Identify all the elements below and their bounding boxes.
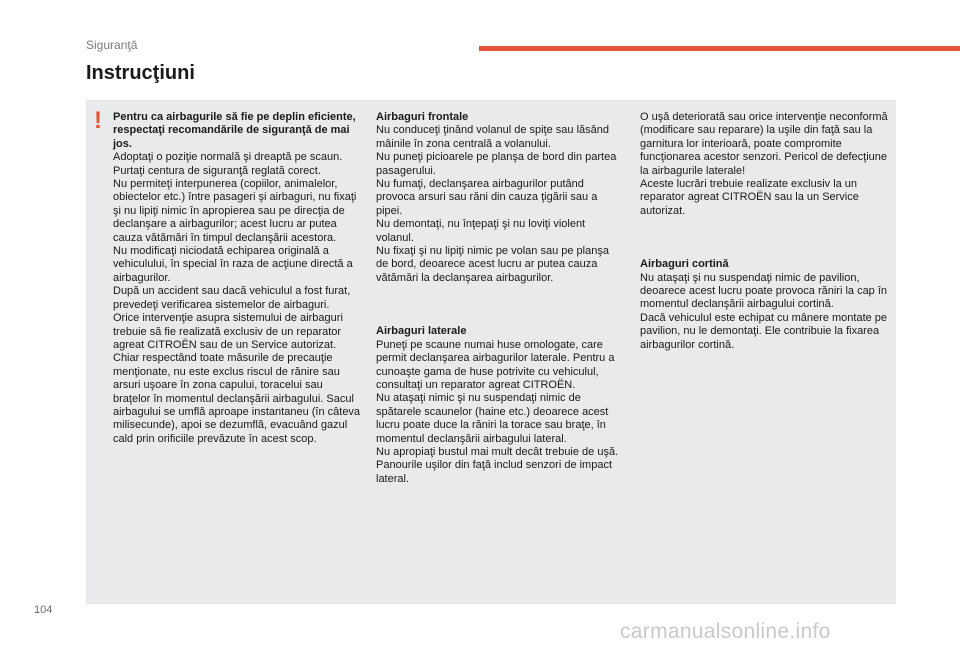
warning-line: Chiar respectând toate măsurile de precauţie menţionate, nu este exclus riscul de rănire sau arsuri uşoare în zona capului, toracelui sau braţelor în momentul declanşării airbagului. Sacul airbagului se umflă aproape instantaneu (în câteva milisecunde), apoi se dezumflă, evacuând gazul cald prin orificiile prevăzute în acest scop. [113,352,361,445]
warning-column [113,111,363,446]
watermark: carmanualsonline.info [620,620,831,643]
curtain-line: Nu ataşaţi şi nu suspendaţi nimic de pavilion, deoarece acest lucru poate provoca răniri la cap în momentul declanşării airbagului cortină. [640,271,888,311]
section-label: Siguranţă [86,38,138,52]
doors-line: Aceste lucrări trebuie realizate exclusiv la un reparator agreat CITROËN sau la un Service autorizat. [640,178,859,217]
warning-heading: Pentru ca airbagurile să fie pe deplin eficiente, respectaţi recomandările de siguranţă de mai jos. [113,111,356,150]
curtain-heading: Airbaguri cortină [640,258,729,271]
frontal-line: Nu puneţi picioarele pe planşa de bord din partea pasagerului. [376,151,617,177]
lateral-line: Puneţi pe scaune numai huse omologate, care permit declanşarea airbagurilor laterale. Pentru a cunoaşte gama de huse potrivite cu vehiculul, consultaţi un reparator agreat CITROËN. [376,338,615,391]
warning-icon: ! [94,107,102,134]
frontal-line: Nu conduceţi ţinând volanul de spiţe sau lăsând mâinile în zona centrală a volanului. [376,124,609,150]
frontal-line: Nu fumaţi, declanşarea airbagurilor putând provoca arsuri sau răni din cauza ţigării sau a pipei. [376,178,598,217]
warning-line: Nu modificaţi niciodată echiparea originală a vehiculului, în special în raza de acţiune directă a airbagurilor. [113,245,353,284]
warning-line: Adoptaţi o poziţie normală şi dreaptă pe scaun. [113,151,343,164]
lateral-line: Panourile uşilor din faţă includ senzori de impact lateral. [376,459,613,485]
page-number: 104 [34,604,53,616]
warning-line: Orice intervenţie asupra sistemului de airbaguri trebuie să fie realizată exclusiv de un reparator agreat CITROËN sau de un Service autorizat. [113,312,343,351]
doors-line: O uşă deteriorată sau orice intervenţie neconformă (modificare sau reparare) la uşile din faţă sau la garnitura lor interioară, poate compromite funcţionarea acestor senzori. Pericol de defecţiune la airbagurile laterale! [640,111,888,177]
warning-line: După un accident sau dacă vehiculul a fost furat, prevedeţi verificarea sistemelor de airbaguri. [113,285,351,311]
lateral-line: Nu ataşaţi nimic şi nu suspendaţi nimic de spătarele scaunelor (haine etc.) deoarece acest lucru poate duce la răniri la torace sau braţe, în momentul declanşării airbagului lateral. [376,392,609,445]
lateral-line: Nu apropiaţi bustul mai mult decât trebuie de uşă. [376,445,619,458]
page-title: Instrucţiuni [86,62,195,84]
frontal-lateral-column [376,111,622,486]
warning-line: Purtaţi centura de siguranţă reglată corect. [113,164,321,177]
lateral-heading: Airbaguri laterale [376,325,467,338]
accent-bar [479,46,960,51]
doors-curtain-column [640,111,888,352]
warning-line: Nu permiteţi interpunerea (copiilor, animalelor, obiectelor etc.) între pasageri şi airbaguri, nu fixaţi şi nu lipiţi nimic în apropierea sau pe direcţia de declanşare a airbagurilor; acest lucru ar putea cauza vătămări în timpul declanşării acestora. [113,178,357,244]
curtain-line: Dacă vehiculul este echipat cu mânere montate pe pavilion, nu le demontaţi. Ele contribuie la fixarea airbagurilor cortină. [640,311,888,351]
frontal-heading: Airbaguri frontale [376,111,469,123]
frontal-line: Nu fixaţi şi nu lipiţi nimic pe volan sau pe planşa de bord, deoarece acest lucru ar putea cauza vătămări la declanşarea airbagurilor. [376,245,609,284]
frontal-line: Nu demontaţi, nu înţepaţi şi nu loviţi violent volanul. [376,218,586,244]
